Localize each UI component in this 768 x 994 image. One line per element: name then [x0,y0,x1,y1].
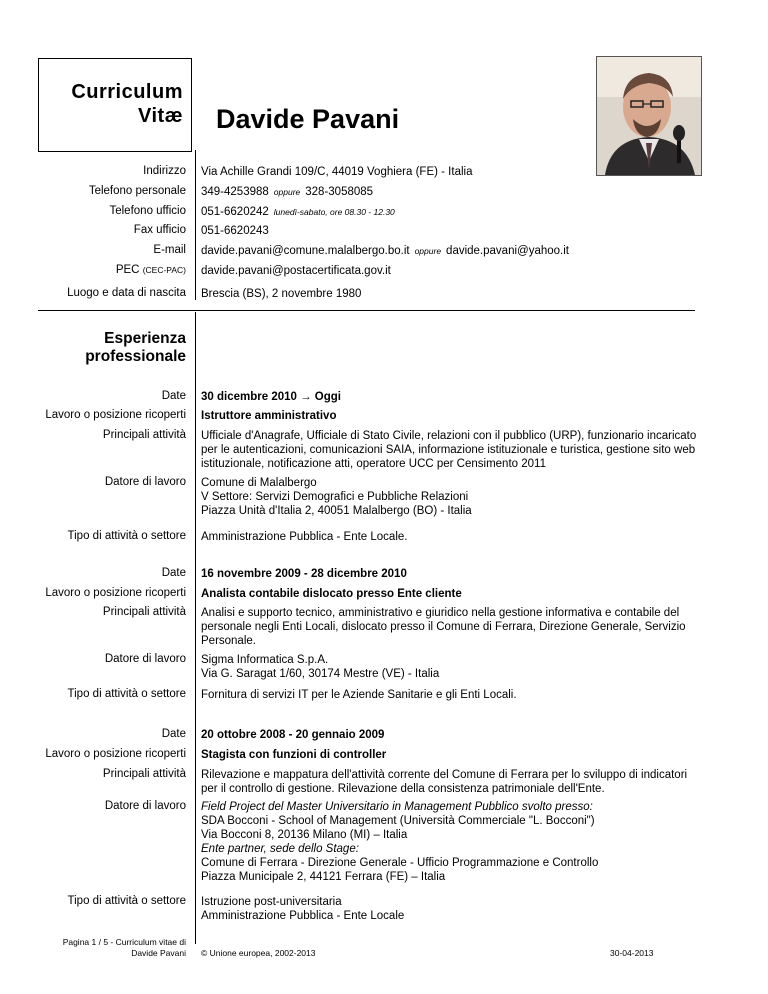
phone-personal-2: 328-3058085 [305,186,374,198]
job1-employer-label: Datore di lavoro [104,476,186,488]
birth-label: Luogo e data di nascita [67,287,186,299]
job2-activities: Analisi e supporto tecnico, amministrativo e giuridico nella gestione informativa e contabile del personale negli Enti Locali, dislocato presso il Comune di Ferrara, Direzione Generale, Servizio Personale. [201,607,686,647]
email-1: davide.pavani@comune.malalbergo.bo.it [201,245,410,257]
job1-date: 30 dicembre 2010 → Oggi [201,391,341,403]
job2-employer: Sigma Informatica S.p.A. Via G. Saragat 1/60, 30174 Mestre (VE) - Italia [201,654,440,680]
cv-title-box [38,58,192,152]
birth-value: Brescia (BS), 2 novembre 1980 [201,288,362,300]
portrait-image [597,57,701,175]
fax-label: Fax ufficio [133,224,186,236]
job1-activities: Ufficiale d'Anagrafe, Ufficiale di Stato Civile, relazioni con il pubblico (URP), funzionario incaricato per le autenticazioni, comunicazioni SAIA, informazione istituzionale e turistica, gestione sito web istituzionale, notificazione atti, operatore UCC per Censimento 2011 [201,430,697,470]
footer-date: 30-04-2013 [610,948,654,958]
section-divider [38,310,695,311]
email-2: davide.pavani@yahoo.it [446,245,569,257]
job3-date: 20 ottobre 2008 - 20 gennaio 2009 [201,729,385,741]
footer-page-info: Pagina 1 / 5 - Curriculum vitae di Davide Pavani [62,937,186,958]
phone-personal-label: Telefono personale [88,185,186,197]
address-value: Via Achille Grandi 109/C, 44019 Voghiera (FE) - Italia [201,166,473,178]
job1-position-label: Lavoro o posizione ricoperti [45,409,186,421]
job2-position-label: Lavoro o posizione ricoperti [45,587,186,599]
job3-activities: Rilevazione e mappatura dell'attività corrente del Comune di Ferrara per lo sviluppo di indicatori per il controllo di gestione. Rilevazione della consistenza patrimoniale dell'Ente. [201,769,688,795]
cv-title-line1: Curriculum [71,81,183,103]
phone-office-label: Telefono ufficio [109,205,186,217]
experience-section-title: Esperienza professionale [85,330,186,365]
column-divider-top [195,150,196,300]
address-label: Indirizzo [143,165,186,177]
cv-title-line2: Vitæ [138,105,183,127]
job1-activities-label: Principali attività [102,429,186,441]
profile-photo [596,56,702,176]
fax-value: 051-6620243 [201,225,269,237]
phone-office-hours: lunedì-sabato, ore 08.30 - 12.30 [273,207,395,217]
email-value [201,244,569,258]
email-label: E-mail [153,244,186,256]
job2-sector: Fornitura di servizi IT per le Aziende Sanitarie e gli Enti Locali. [201,689,517,701]
job3-employer-label: Datore di lavoro [104,800,186,812]
phone-personal-value [201,185,373,199]
email-or: oppure [414,246,442,256]
phone-office-value [201,205,400,219]
job2-date: 16 novembre 2009 - 28 dicembre 2010 [201,568,407,580]
full-name: Davide Pavani [216,104,400,134]
job3-activities-label: Principali attività [102,768,186,780]
job1-position: Istruttore amministrativo [201,410,337,422]
footer-copyright: © Unione europea, 2002-2013 [201,948,316,958]
job3-position: Stagista con funzioni di controller [201,749,387,761]
job3-sector: Istruzione post-universitaria Amministrazione Pubblica - Ente Locale [201,896,405,922]
pec-sub-label: (CEC-PAC) [142,265,186,275]
job2-activities-label: Principali attività [102,606,186,618]
job2-position: Analista contabile dislocato presso Ente cliente [201,588,462,600]
phone-personal-1: 349-4253988 [201,186,269,198]
phone-or: oppure [273,187,301,197]
pec-label: PEC (CEC-PAC) [115,264,186,276]
job2-employer-label: Datore di lavoro [104,653,186,665]
pec-value: davide.pavani@postacertificata.gov.it [201,265,391,277]
column-divider-main [195,312,196,944]
job3-position-label: Lavoro o posizione ricoperti [45,748,186,760]
job2-sector-label: Tipo di attività o settore [67,688,186,700]
phone-office: 051-6620242 [201,206,269,218]
job3-date-label: Date [161,728,186,740]
job1-sector: Amministrazione Pubblica - Ente Locale. [201,531,408,543]
job1-employer: Comune di Malalbergo V Settore: Servizi Demografici e Pubbliche Relazioni Piazza Unità d'Italia 2, 40051 Malalbergo (BO) - Italia [201,477,472,517]
job1-sector-label: Tipo di attività o settore [67,530,186,542]
job1-date-label: Date [161,390,186,402]
job2-date-label: Date [161,567,186,579]
job3-sector-label: Tipo di attività o settore [67,895,186,907]
job3-employer: Field Project del Master Universitario in Management Pubblico svolto presso: SDA Bocconi - School of Management (Università Commerciale "L. Bocconi") Via Bocconi 8, 20136 Milano (MI) – Italia Ente partner, sede dello Stage: Comune di Ferrara - Direzione Generale - Ufficio Programmazione e Controllo Piazza Municipale 2, 44121 Ferrara (FE) – Italia [201,801,599,883]
